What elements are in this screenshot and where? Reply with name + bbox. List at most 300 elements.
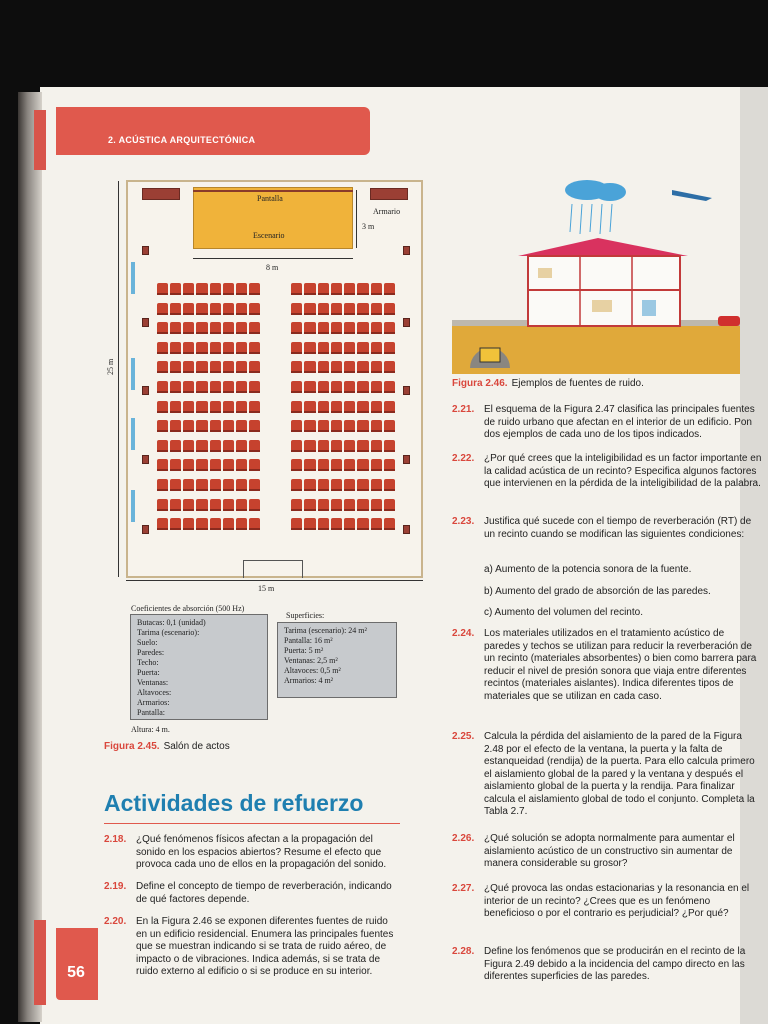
seat: [196, 361, 207, 373]
seat: [331, 401, 342, 413]
seat: [249, 440, 260, 452]
absorption-box: [130, 614, 268, 720]
seat: [384, 283, 395, 295]
seat: [223, 361, 234, 373]
seat: [249, 381, 260, 393]
seat: [249, 342, 260, 354]
seat: [196, 420, 207, 432]
seat: [223, 420, 234, 432]
absorption-line: Ventanas:: [137, 678, 169, 687]
page-stack-edge: [18, 92, 42, 1022]
seat: [236, 459, 247, 471]
speaker-icon: [403, 455, 410, 464]
seat: [157, 459, 168, 471]
seat: [304, 361, 315, 373]
seat: [304, 381, 315, 393]
seat: [344, 401, 355, 413]
seat-row: [157, 440, 260, 452]
seat: [236, 518, 247, 530]
seat-row: [291, 342, 395, 354]
heading-rule: [104, 823, 400, 824]
seat: [170, 401, 181, 413]
exercise-item: [104, 881, 400, 906]
seat: [196, 381, 207, 393]
seat: [357, 322, 368, 334]
seat: [249, 420, 260, 432]
seat-row: [157, 518, 260, 530]
seat: [371, 518, 382, 530]
seat: [357, 303, 368, 315]
seat: [371, 303, 382, 315]
exercise-number: 2.21.: [452, 404, 475, 415]
exercise-number: 2.24.: [452, 628, 475, 639]
seat: [344, 381, 355, 393]
seat: [384, 401, 395, 413]
seat: [371, 420, 382, 432]
seat: [371, 401, 382, 413]
condition-item: c) Aumento del volumen del recinto.: [484, 607, 643, 618]
exercise-number: 2.20.: [104, 916, 127, 927]
seat-row: [157, 322, 260, 334]
speaker-icon: [403, 386, 410, 395]
exercise-text: Define el concepto de tiempo de reverberación, indicando de qué factores depende.: [136, 881, 392, 905]
seat: [183, 381, 194, 393]
seat: [371, 361, 382, 373]
surface-line: Puerta: 5 m²: [284, 646, 324, 655]
absorption-line: Techo:: [137, 658, 159, 667]
seat: [357, 479, 368, 491]
seat: [331, 440, 342, 452]
seat: [249, 322, 260, 334]
seat: [291, 322, 302, 334]
seat: [236, 283, 247, 295]
seat: [331, 322, 342, 334]
escenario-label: Escenario: [253, 231, 285, 240]
speaker-icon: [403, 318, 410, 327]
seat: [183, 499, 194, 511]
exercise-number: 2.22.: [452, 453, 475, 464]
seat: [210, 401, 221, 413]
seat: [384, 361, 395, 373]
section-title: 2. ACÚSTICA ARQUITECTÓNICA: [108, 135, 256, 145]
stage-width-label: 8 m: [266, 263, 279, 272]
armario-label: Armario: [373, 207, 401, 216]
seat: [371, 381, 382, 393]
seat: [291, 479, 302, 491]
figure-label: Figura 2.45.: [104, 741, 160, 752]
seat: [170, 440, 181, 452]
exercise-text: ¿Qué provoca las ondas estacionarias y la resonancia en el interior de un recinto? ¿Crees que es un fenómeno beneficioso o por el contrario es perjudicial? ¿Por qué?: [484, 883, 750, 919]
seat: [223, 518, 234, 530]
seat: [249, 283, 260, 295]
seat: [331, 499, 342, 511]
seat: [344, 342, 355, 354]
exercise-number: 2.19.: [104, 881, 127, 892]
seat: [371, 322, 382, 334]
noise-sources-illustration: [452, 172, 740, 374]
seat: [291, 518, 302, 530]
seat: [236, 440, 247, 452]
door: [243, 560, 303, 578]
exercise-item: [452, 883, 762, 921]
page-number: 56: [67, 964, 85, 981]
seat: [196, 518, 207, 530]
window: [131, 262, 135, 294]
section-header-band: [56, 107, 370, 155]
seat: [210, 479, 221, 491]
seat: [157, 518, 168, 530]
stage-depth-line: [356, 190, 357, 248]
seat: [210, 342, 221, 354]
seat: [196, 342, 207, 354]
seat: [318, 499, 329, 511]
seat: [157, 479, 168, 491]
seat: [170, 381, 181, 393]
surface-line: Pantalla: 16 m²: [284, 636, 333, 645]
surface-line: Tarima (escenario): 24 m²: [284, 626, 367, 635]
seat: [223, 401, 234, 413]
seat: [223, 459, 234, 471]
seat: [318, 518, 329, 530]
seat: [357, 381, 368, 393]
seat: [318, 440, 329, 452]
exercise-number: 2.25.: [452, 731, 475, 742]
seat: [210, 381, 221, 393]
seat: [170, 303, 181, 315]
seat: [157, 420, 168, 432]
seat: [384, 420, 395, 432]
seat: [210, 283, 221, 295]
seat: [170, 420, 181, 432]
width-dimension-line: [126, 580, 423, 581]
seat: [170, 361, 181, 373]
seat: [170, 459, 181, 471]
surface-line: Armarios: 4 m²: [284, 676, 334, 685]
exercise-item: [452, 833, 762, 871]
absorption-line: Suelo:: [137, 638, 158, 647]
seat: [196, 283, 207, 295]
seat: [157, 303, 168, 315]
seat-row: [291, 322, 395, 334]
seat: [384, 440, 395, 452]
seat: [249, 499, 260, 511]
surfaces-title: Superficies:: [286, 611, 325, 620]
seat: [384, 499, 395, 511]
seat: [291, 303, 302, 315]
washing-machine-icon: [642, 300, 656, 316]
seat: [291, 459, 302, 471]
seat: [157, 381, 168, 393]
figure-caption: [104, 741, 230, 752]
seat-row: [291, 303, 395, 315]
car-icon: [718, 316, 740, 326]
seat: [249, 303, 260, 315]
seat: [344, 322, 355, 334]
seat: [331, 381, 342, 393]
seat-row: [157, 459, 260, 471]
seat-row: [157, 479, 260, 491]
speaker-icon: [142, 525, 149, 534]
exercise-item: [452, 516, 762, 541]
seat: [249, 518, 260, 530]
seat: [223, 303, 234, 315]
seat: [318, 420, 329, 432]
seat: [384, 322, 395, 334]
seat: [183, 440, 194, 452]
rain-icon: [570, 204, 612, 234]
seat: [183, 322, 194, 334]
seat: [157, 342, 168, 354]
absorption-title: Coeficientes de absorción (500 Hz): [131, 604, 245, 613]
seat: [331, 283, 342, 295]
exercise-text: ¿Por qué crees que la inteligibilidad es un factor importante en la calidad acústica de un recinto? Especifica algunos factores que intervienen en la pérdida de la inteligibilidad de la palabra.: [484, 453, 762, 489]
window: [131, 490, 135, 522]
seat-row: [157, 499, 260, 511]
seat: [291, 381, 302, 393]
figure-caption-text: Ejemplos de fuentes de ruido.: [511, 378, 644, 389]
seat: [236, 479, 247, 491]
speaker-icon: [403, 525, 410, 534]
condition-item: a) Aumento de la potencia sonora de la fuente.: [484, 564, 692, 575]
seat: [318, 479, 329, 491]
seat: [236, 499, 247, 511]
seat-row: [157, 303, 260, 315]
seat: [357, 283, 368, 295]
seat: [210, 420, 221, 432]
stage-width-line: [193, 258, 353, 259]
exercise-item: [452, 628, 762, 703]
seat: [183, 420, 194, 432]
seat: [318, 342, 329, 354]
seat: [344, 518, 355, 530]
seat-row: [291, 283, 395, 295]
seat: [249, 479, 260, 491]
seat: [196, 401, 207, 413]
absorption-line: Paredes:: [137, 648, 165, 657]
seat: [196, 322, 207, 334]
exercise-item: [452, 731, 762, 819]
seat: [357, 518, 368, 530]
seat: [304, 283, 315, 295]
cabinet: [370, 188, 408, 200]
seat: [344, 283, 355, 295]
speaker-icon: [142, 455, 149, 464]
seat: [183, 303, 194, 315]
seat: [384, 479, 395, 491]
seat: [331, 303, 342, 315]
figure-caption: [452, 378, 644, 389]
exercise-item: [104, 916, 400, 979]
page-edge-tab: [34, 110, 46, 170]
seat: [210, 499, 221, 511]
stage-depth-label: 3 m: [362, 222, 375, 231]
seat: [223, 440, 234, 452]
seat: [196, 303, 207, 315]
exercise-item: [452, 404, 762, 442]
exercise-text: El esquema de la Figura 2.47 clasifica las principales fuentes de ruido urbano que afectan en el interior de un edificio. Pon dos ejemplos de cada uno de los tipos indicados.: [484, 404, 755, 440]
seat: [170, 518, 181, 530]
speaker-icon: [403, 246, 410, 255]
seat: [357, 440, 368, 452]
speaker-icon: [142, 246, 149, 255]
figure-label: Figura 2.46.: [452, 378, 508, 389]
seat: [304, 499, 315, 511]
seat: [304, 479, 315, 491]
seat: [357, 361, 368, 373]
seat: [344, 303, 355, 315]
seat: [223, 479, 234, 491]
seat-row: [291, 479, 395, 491]
seat: [357, 459, 368, 471]
seat: [344, 361, 355, 373]
seat: [183, 342, 194, 354]
seat: [304, 420, 315, 432]
seat-row: [157, 342, 260, 354]
seat: [183, 479, 194, 491]
train-icon: [480, 348, 500, 362]
exercise-number: 2.27.: [452, 883, 475, 894]
seat: [331, 420, 342, 432]
exercise-item: [104, 834, 400, 872]
seat: [157, 361, 168, 373]
seat: [304, 322, 315, 334]
seat: [157, 322, 168, 334]
seat: [291, 283, 302, 295]
seat: [170, 283, 181, 295]
seat: [210, 518, 221, 530]
seat: [318, 459, 329, 471]
seat: [196, 440, 207, 452]
seat: [183, 401, 194, 413]
exercise-text: En la Figura 2.46 se exponen diferentes fuentes de ruido en un edificio residencial. Enumera las principales fuentes que se muestran indicando si se trata de ruido aéreo, de impacto o de vibraciones. Indica además, si se trata de ruido externo al edificio o si se produce en su interior.: [136, 916, 394, 977]
seat: [384, 303, 395, 315]
seat: [170, 322, 181, 334]
exercise-item: [452, 453, 762, 491]
exercise-text: Calcula la pérdida del aislamiento de la pared de la Figura 2.48 por el efecto de la ventana, la puerta y la falta de estanqueidad (rendija) de la puerta. Para ello calcula primero el aislamiento global de la pared y la ventana y después el aislamiento global de la puerta y la rendija. Para finalizar calcula el aislamiento global de todo el conjunto. Completa la Tabla 2.7.: [484, 731, 755, 817]
seat: [371, 283, 382, 295]
seat: [371, 479, 382, 491]
seat: [236, 303, 247, 315]
seat: [344, 479, 355, 491]
seat: [371, 342, 382, 354]
seat: [304, 440, 315, 452]
seat: [318, 322, 329, 334]
seat: [357, 342, 368, 354]
window: [131, 358, 135, 390]
seat: [291, 361, 302, 373]
seat: [331, 342, 342, 354]
seat: [223, 499, 234, 511]
seat: [371, 459, 382, 471]
seat: [210, 322, 221, 334]
exercise-item: [452, 946, 762, 984]
absorption-line: Puerta:: [137, 668, 160, 677]
seat: [304, 401, 315, 413]
seat: [236, 342, 247, 354]
seat: [384, 342, 395, 354]
exercise-number: 2.26.: [452, 833, 475, 844]
seat: [331, 479, 342, 491]
seat: [357, 401, 368, 413]
seat: [344, 420, 355, 432]
seat: [371, 499, 382, 511]
seat: [249, 401, 260, 413]
seat: [236, 322, 247, 334]
seat: [384, 518, 395, 530]
seat: [236, 361, 247, 373]
pantalla-label: Pantalla: [257, 194, 283, 203]
exercise-number: 2.18.: [104, 834, 127, 845]
seat: [183, 459, 194, 471]
seat: [357, 499, 368, 511]
seat: [357, 420, 368, 432]
seat: [318, 381, 329, 393]
speaker-icon: [142, 318, 149, 327]
seat: [170, 499, 181, 511]
seat: [210, 361, 221, 373]
length-dimension-line: [118, 181, 119, 577]
page-edge-tab: [34, 920, 46, 1005]
figure-caption-text: Salón de actos: [163, 741, 230, 752]
seat: [249, 459, 260, 471]
seat: [236, 401, 247, 413]
seat-row: [291, 518, 395, 530]
exercise-text: Define los fenómenos que se producirán en el recinto de la Figura 2.49 debido a la incidencia del campo directo en las diferentes superficies de las paredes.: [484, 946, 746, 982]
exercise-text: Los materiales utilizados en el tratamiento acústico de paredes y techos se utilizan para reducir la reverberación de un recinto (materiales absorbentes) o bien como barrera para reducir el nivel de presión sonora que viaja entre diferentes recintos (materiales aislantes). Indica diferentes tipos de materiales que se utilizan en cada caso.: [484, 628, 757, 702]
roof: [518, 238, 688, 256]
seat: [223, 342, 234, 354]
seat-row: [291, 440, 395, 452]
surface-line: Altavoces: 0,5 m²: [284, 666, 341, 675]
seat-row: [291, 401, 395, 413]
seat: [249, 361, 260, 373]
seat: [236, 420, 247, 432]
seat-row: [291, 420, 395, 432]
seat: [196, 459, 207, 471]
seat: [210, 440, 221, 452]
absorption-line: Butacas: 0,1 (unidad): [137, 618, 206, 627]
exercise-number: 2.28.: [452, 946, 475, 957]
seat: [157, 283, 168, 295]
seat: [331, 361, 342, 373]
seat: [371, 440, 382, 452]
seat: [183, 361, 194, 373]
seat-row: [157, 401, 260, 413]
seat: [304, 459, 315, 471]
seat: [291, 342, 302, 354]
seat: [318, 401, 329, 413]
seat-row: [157, 420, 260, 432]
seat: [223, 283, 234, 295]
seat: [318, 361, 329, 373]
seat: [344, 459, 355, 471]
seat: [196, 479, 207, 491]
seat: [157, 440, 168, 452]
absorption-line: Armarios:: [137, 698, 170, 707]
furniture-icon: [538, 268, 552, 278]
seat: [318, 283, 329, 295]
seat: [210, 459, 221, 471]
seat: [291, 420, 302, 432]
seat-row: [291, 361, 395, 373]
seat: [291, 440, 302, 452]
seat: [157, 499, 168, 511]
exercise-number: 2.23.: [452, 516, 475, 527]
seat: [318, 303, 329, 315]
seat: [344, 499, 355, 511]
exercise-text: ¿Qué fenómenos físicos afectan a la propagación del sonido en los espacios abiertos? Resume el efecto que provoca cada uno de ellos en la propagación del sonido.: [136, 834, 387, 870]
exercise-text: ¿Qué solución se adopta normalmente para aumentar el aislamiento acústico de un constructivo sin aumentar de manera considerable su grosor?: [484, 833, 735, 869]
